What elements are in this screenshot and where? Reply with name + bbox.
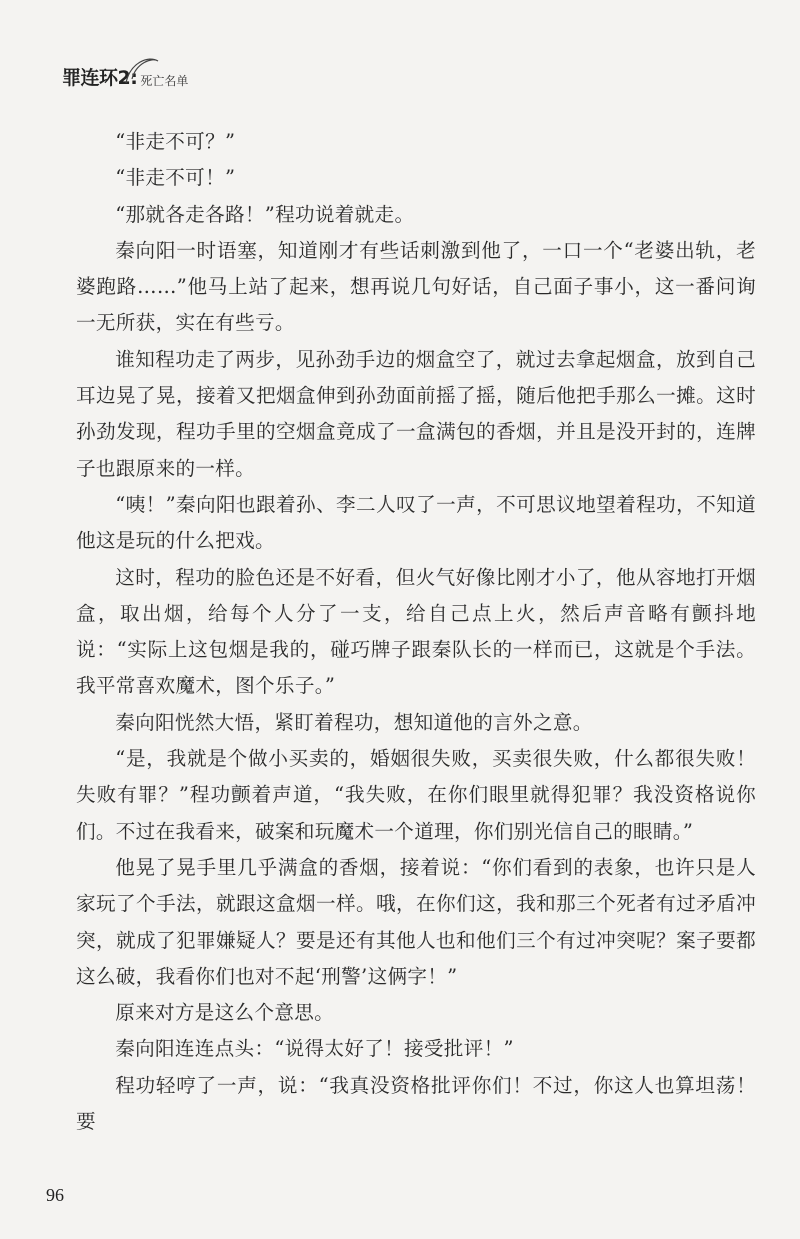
paragraph: “非走不可！” <box>115 166 236 190</box>
series-logo <box>62 69 188 88</box>
paragraph: “是，我就是个做小买卖的，婚姻很失败，买卖很失败，什么都很失败！失败有罪？”程功颤着声道，“我失败，在你们眼里就得犯罪？我没资格说你们。不过在我看来，破案和玩魔术一个道理，你们别光信自己的眼睛。” <box>76 747 756 843</box>
body-text <box>76 124 756 1140</box>
book-subtitle: 死亡名单 <box>140 74 189 88</box>
paragraph: 原来对方是这么个意思。 <box>115 1001 335 1025</box>
paragraph: 秦向阳恍然大悟，紧盯着程功，想知道他的言外之意。 <box>115 710 593 734</box>
paragraph: 秦向阳一时语塞，知道刚才有些话刺激到他了，一口一个“老婆出轨，老婆跑路……”他马上站了起来，想再说几句好话，自己面子事小，这一番问询一无所获，实在有些亏。 <box>76 238 756 335</box>
paragraph: 程功轻哼了一声，说：“我真没资格批评你们！不过，你这人也算坦荡！要 <box>76 1073 756 1134</box>
paragraph: “非走不可？” <box>115 130 236 153</box>
paragraph: 这时，程功的脸色还是不好看，但火气好像比刚才小了，他从容地打开烟盒，取出烟，给每个人分了一支，给自己点上火，然后声音略有颤抖地说：“实际上这包烟是我的，碰巧牌子跟秦队长的一样而已，这就是个手法。我平常喜欢魔术，图个乐子。” <box>76 565 756 698</box>
swoosh-ornament-icon <box>122 53 162 89</box>
paragraph: “那就各走各路！”程功说着就走。 <box>115 202 415 226</box>
paragraph: “咦！”秦向阳也跟着孙、李二人叹了一声，不可思议地望着程功，不知道他这是玩的什么把戏。 <box>76 492 756 553</box>
paragraph: 谁知程功走了两步，见孙劲手边的烟盒空了，就过去拿起烟盒，放到自己耳边晃了晃，接着又把烟盒伸到孙劲面前摇了摇，随后他把手那么一摊。这时孙劲发现，程功手里的空烟盒竟成了一盒满包的香烟，并且是没开封的，连牌子也跟原来的一样。 <box>76 347 756 480</box>
running-header <box>62 48 188 88</box>
paragraph: 他晃了晃手里几乎满盒的香烟，接着说：“你们看到的表象，也许只是人家玩了个手法，就跟这盒烟一样。哦，在你们这，我和那三个死者有过矛盾冲突，就成了犯罪嫌疑人？要是还有其他人也和他们三个有过冲突呢？案子要都这么破，我看你们也对不起‘刑警’这俩字！” <box>76 855 756 988</box>
book-title: 罪连环2: <box>62 67 138 89</box>
page-number: 96 <box>46 1185 64 1205</box>
paragraph: 秦向阳连连点头：“说得太好了！接受批评！” <box>115 1037 514 1061</box>
